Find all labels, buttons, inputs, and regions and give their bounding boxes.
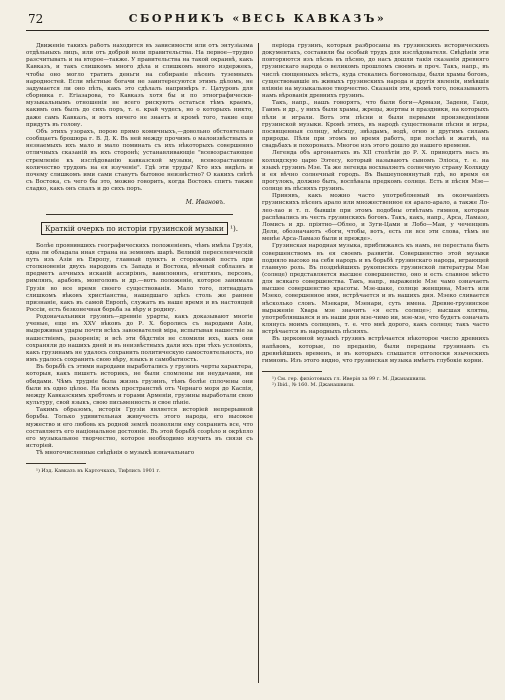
running-title: СБОРНИКЪ «ВЕСЬ КАВКАЗЪ» [128, 12, 387, 25]
footnote-rule [262, 371, 322, 372]
paragraph: Тѣ многочисленные свѣдѣнія о музыкѣ изначальнаго [36, 450, 195, 457]
two-column-body [26, 43, 489, 688]
section-separator [46, 214, 233, 215]
footnote-rule [26, 463, 86, 464]
paragraph: Въ борьбѣ съ этими народами выработались у грузинъ черты характера, которыя, какъ пишетъ историкъ, не были сломлены ни неудачами, ни обидами. Чѣмъ трудніе была жизнь грузинъ, тѣмъ болѣе сплочены они были въ одно цѣлое. На всемъ пространствѣ отъ Чернаго моря до Каспія, между Кавказскимъ хребтомъ и горами Арменіи, грузины выработали свою культуру, свой языкъ, свою письменность и свое пѣніе. [26, 364, 253, 407]
paragraph: Такимъ образомъ, исторія Грузіи является исторіей непрерывной борьбы. Только удивительная живучесть этого народа, его высокое мужество и его любовь къ родной землѣ позволили ему сохранить все, что составляетъ его національное достояніе. Въ этой борьбѣ созрѣло и окрѣпло его музыкальное творчество, которое необходимо изучить въ связи съ исторіей. [26, 407, 253, 449]
footnote: ²) Ibid., № 160. М. Джанашвили. [272, 382, 355, 389]
paragraph: Движеніе такихъ работъ находится въ зависимости или отъ энтузіазма отдѣльныхъ лицъ, или отъ доброй воли правительства. На первое—трудно разсчитывать и на второе—также. У правительства на такой окраинѣ, какъ Кавказъ, и такъ слишкомъ много дѣла и слишкомъ много издержекъ, чтобы оно могло тратить деньги на собираніе пѣсенъ туземныхъ народностей. Если мѣстные богачи не заинтересуются этимъ дѣломъ, не задумается ли оно пѣть, какъ это сдѣлалъ напримѣръ г. Цатуровъ для сборника г. Егіазарова, то Кавказъ хотя бы и по этнографически-музыкальнымъ отношенія не всего рискуютъ остаться тѣмъ краемъ, какимъ онъ былъ до сихъ поръ, т. е. край чудесъ, но о которыхъ никто, даже самъ Кавказъ, и вотъ ничего не знаетъ и кромѣ того, такие еще придутъ въ голову. [26, 43, 253, 128]
page-header [26, 10, 489, 31]
article-title-text: Краткій очеркъ по исторіи грузинской музыки [41, 222, 228, 235]
paragraph: Болѣе проявившихъ географическихъ положеніемъ, чѣмъ имѣла Грузія, едва ли обладала иная страна на земномъ шарѣ. Великій переселенческій путь изъ Азіи въ Европу, главный пунктъ и сторожевой постъ при столкновеніи двухъ народовъ съ Запада и Востока, вѣчный соблазнъ и предметъ алчныхъ исканій ассиріянъ, вавилонянъ, египтянъ, персовъ, римлянъ, арабовъ, монголовъ и др.—вотъ положеніе, которое занимала Грузія во все время своего существованія. Мало того, пятнадцать слишкомъ вѣковъ христіанства, нашедшаго здѣсь столь же раннее признаніе, какъ въ самой Европѣ, служатъ въ наше время и въ настоящей Россіи, есть безконечная борьба за вѣру и родину. [26, 242, 253, 313]
footnote: ¹) См. гер. физіотовыхъ гл. Иверія за 99 г. М. Джанашвили. [272, 376, 427, 383]
author-signature: М. Ивановъ. [185, 199, 225, 207]
column-divider [258, 43, 259, 683]
paragraph: Объ этихъ узорахъ, порою прямо комичныхъ,—довольно обстоятельно сообщаетъ брошюра г. В. Д. К. Въ ней между прочимъ о малоизвѣстныхъ и незнаемыхъ ихъ мало и мало поминать съ ихъ нѣкоторыхъ совершенно отличныхъ сказаній въ ихъ сторонѣ; устанавливающіе "всевозрастающее стремленіе къ изслѣдованію кавказской музыки, всевозрастающее количество трудовъ на ея изученіе". Гдѣ эти труды? Кто ихъ видѣлъ и почему слишкомъ ими сами станутъ бытовое неизвѣстно? О какихъ свѣтѣ съ Востока, съ чего бы это, можно говорить, когда Востокъ спитъ также сладко, какъ онъ спалъ и до сихъ поръ. [26, 128, 253, 193]
paragraph: Родоначальники грузинъ—древніе урарты, какъ доказывают многіе ученые, еще въ XXV вѣковъ до Р. Х. боролись съ народами Азіи, выдерживая удары почти всѣхъ завоевателей міра, испытывая нашествіе за нашествіемъ, разоренія; и всѣ эти бѣдствія не сломили ихъ, какъ они сохраняли до нашихъ дней и въ неизвѣстныхъ дали ихъ при тѣхъ условіяхъ, какъ грузинамъ не удалось сохранить политическую самостоятельность, но имъ удалось сохранить свою вѣру, языкъ и самобытность. [26, 314, 253, 364]
page-number: 72 [28, 12, 44, 26]
paragraph: Въ церковной музыкѣ грузинъ встрѣчается нѣкоторое число древнихъ напѣвовъ, которые, по преданію, были переданы грузинамъ съ древнѣйшихъ временъ, и въ которыхъ слышатся отголоски языческихъ гимновъ. Изъ этого видно, что грузинская музыка имѣетъ глубокіе корни. [262, 336, 489, 364]
left-column [26, 43, 253, 688]
footnote: ¹) Изд. Кавказъ въ Карточкахъ, Тифлисъ 1901 г. [36, 468, 161, 475]
paragraph: Принявъ, какъ можно часто употребляемый въ окончаніяхъ грузинскихъ пѣсенъ арало или множественное ея арало-арало, а также Ло-лео-лао и т. п. бывшія при этомъ подобны отвѣтамъ гимнов, которыя распѣвались въ честь грузинскихъ боговъ. Такъ, какъ, напр., Арса, Ламазо, Ломисъ и др. пріятно—Облео, и Зуги-Цами и Лобо—Маи, у чеченцевъ Дели, обозначаютъ «боги, чтобы, вотъ, есть ли все эти слова, тѣмъ не менѣе Арса-Ламазо были и прежде». [262, 193, 489, 243]
paragraph: Грузинская народная музыка, приближаясь къ намъ, не перестала быть совершенствомъ въ ея своемъ развитіи. Совершенство этой музыки подняло высоко на себя народъ и въ борьбѣ грузинскаго народа, играющей главную роль. Въ позднѣйшихъ рукописяхъ грузинской литературы Мзе (солнце) представляется высшее совершенство, оно и есть славное мѣсто для всякаго совершенства. Такъ, напр., выраженіе Мзе чамо означаетъ высшее совершенство красоты. Мзе-шаке, солнце женщина, Мзетъ или Мзеко, совершенное имя, встрѣчается и въ нашихъ дня. Мзеко сливается нѣсколько словъ. Мзекари, Мзенари, суть имена. Древне-грузинское выраженіе Хвара мзе значитъ «я есть солнце»; высшая клятва, употреблявшаяся и въ наши дни мзе-чимо ии, мзе-мзе, что будетъ означать клянусь моимъ солнцемъ, т. е. что мнѣ дорого, какъ солнце; такъ часто встрѣчается въ народныхъ пѣсняхъ. [262, 243, 489, 336]
article-title [26, 225, 253, 232]
paragraph: періода грузинъ, которыя разбросаны въ грузинскихъ историческихъ документахъ, составили бы особый трудъ для изслѣдователя. Свѣдѣнія эти повторяются изъ пѣснь въ пѣсню, до насъ дошли такія сказанія древняго грузинскаго народа о великомъ прошломъ своемъ и проч. Такъ, напр., въ числѣ священныхъ мѣстъ, куда стекались богомольцы, были храмы боговъ, существовавшіе въ живыхъ грузинскихъ народа и другія явленія, имѣвшія вліяніе на музыкальное творчество. Сказанія эти, кромѣ того, показываютъ намъ вѣрованія древнихъ грузинъ. [262, 43, 489, 100]
paragraph: Легенда объ аргонавтахъ въ XII столѣтіи до Р. Х. приводитъ насъ въ колхидскую царю Ээтесу, который называютъ сыномъ Эліоса, т. е. на языкѣ грузинъ Мзе. Та же легенда восхваляетъ солнечную страну Колхиду и ея вѣчно солнечный городъ. Въ Вышеупомянутый гдѣ, во время ея прогулокъ, должно быть, воспѣвала предкомъ солнце. Есть и пѣсня Мзе—солнце въ пѣсняхъ грузинъ. [262, 150, 489, 193]
article-title-footnote-mark: ¹). [230, 224, 239, 234]
right-column [262, 43, 489, 688]
paragraph: Такъ, напр., нашъ говорятъ, что были боги—Армази, Задени, Гаци, Гаимъ и др., у нихъ были храмы, жрецы, жертвы и праздники, на которыхъ пѣли и играли. Вотъ эти пѣсни и были первыми произведеніями грузинской музыки. Кромѣ этихъ, въ народѣ существовали пѣсни и игры, посвященныя солнцу, мѣсяцу, звѣздамъ, водѣ, огню и другимъ силамъ природы. Пѣли при этомъ во время работъ, при посѣвѣ и жатвѣ, на свадьбахъ и похоронахъ. Многое изъ этого дошло до нашего времени. [262, 100, 489, 150]
